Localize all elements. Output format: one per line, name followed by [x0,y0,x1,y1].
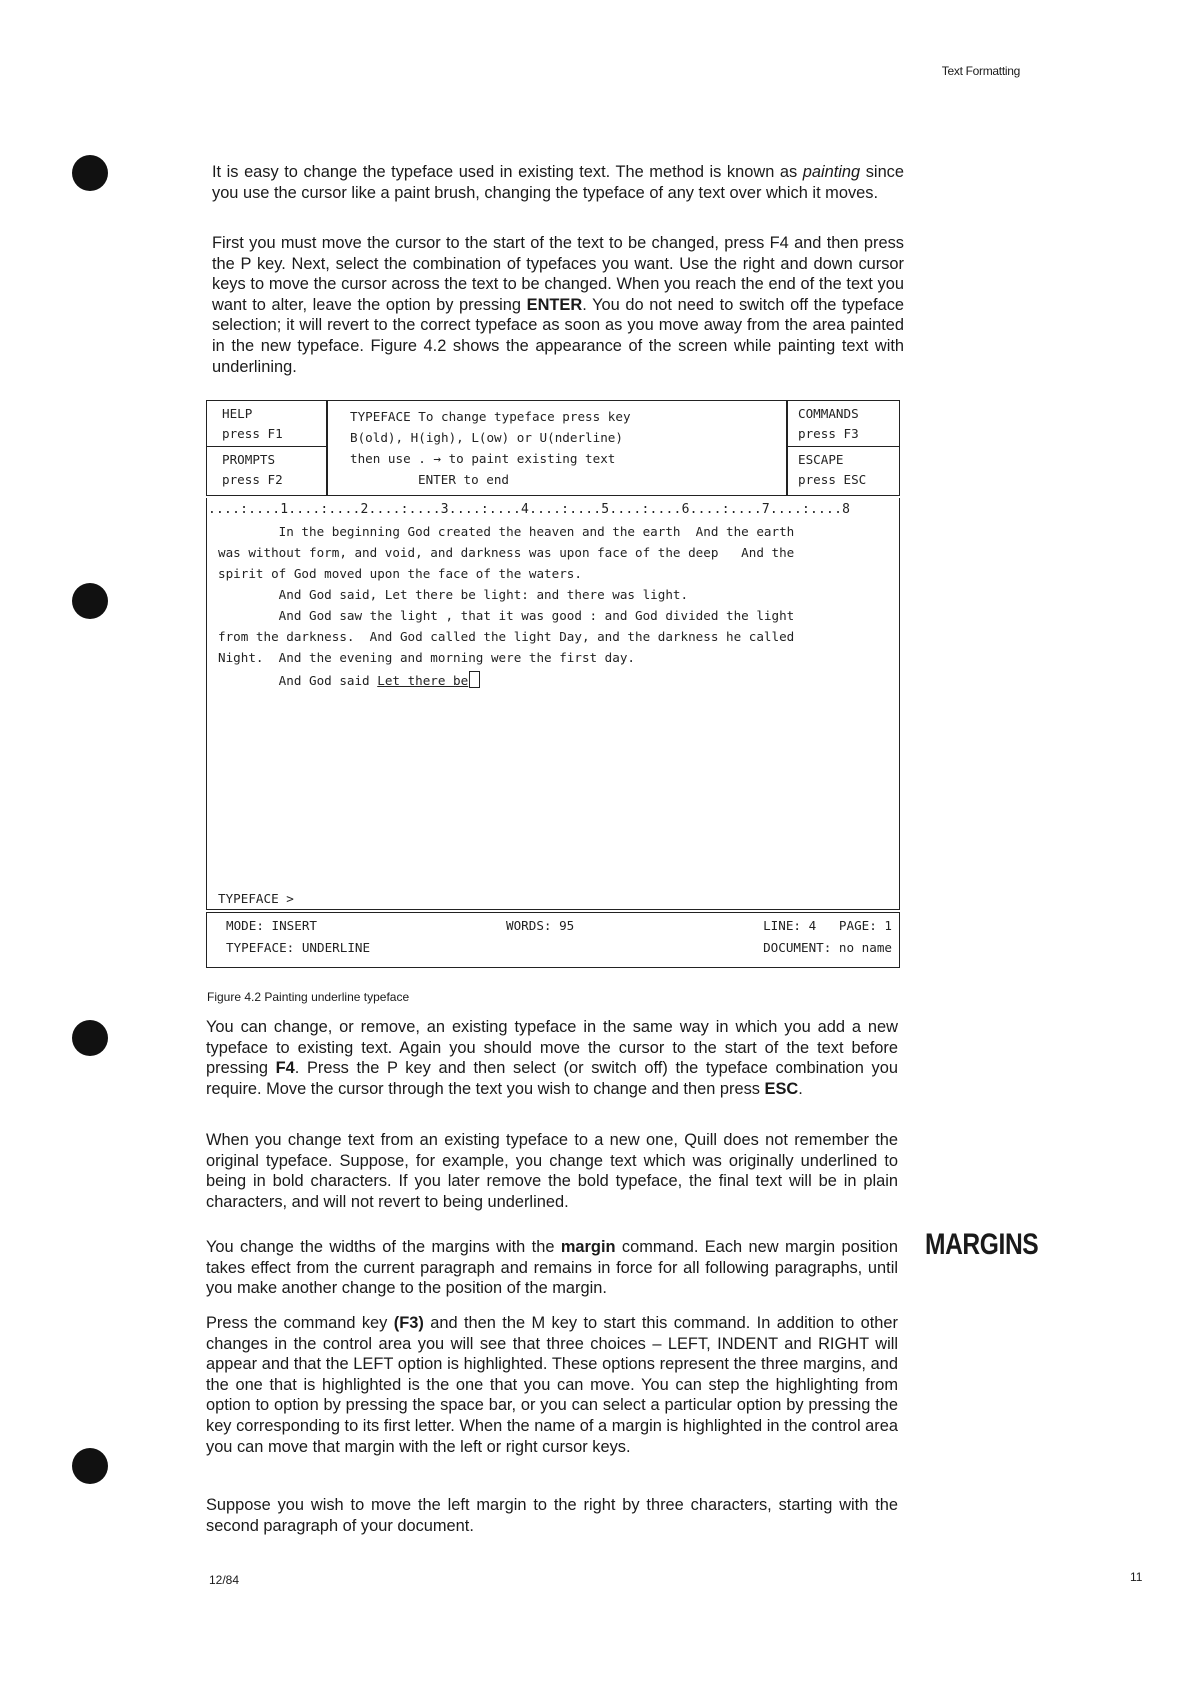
paragraph-typeface-memory: When you change text from an existing typeface to a new one, Quill does not remember the original typeface. Suppose, for example, you change text which was originally underlined to being in bold characters. If you later remove the bold typeface, the final text will be in plain characters, and will not revert to being underlined. [206,1131,898,1211]
typeface-prompt: TYPEFACE > [218,891,294,906]
status-typeface: TYPEFACE: UNDERLINE [226,940,371,955]
prompts-key: press F2 [222,472,283,487]
doc-line-1: In the beginning God created the heaven and the earth And the earth [218,524,795,539]
binder-hole-4 [72,1448,108,1484]
paragraph-margin-options: Press the command key (F3) and then the M key to start this command. In addition to other changes in the control area you will see that three choices – LEFT, INDENT and RIGHT will appear and that the LEFT option is highlighted. These options represent the three margins, and the one that is highlighted is the one that you can move. You can step the highlighting from option to option by pressing the space bar, or you can select a particular option by pressing the key corresponding to its first letter. When the name of a margin is highlighted in the control area you can move that margin with the left or right cursor keys. [206,1314,898,1456]
prompts-label: PROMPTS [222,452,276,467]
footer-page-number: 11 [1130,1570,1143,1584]
doc-line-8 [218,671,480,688]
typeface-help-line-2: B(old), H(igh), L(ow) or U(nderline) [350,430,623,445]
escape-label: ESCAPE [798,452,844,467]
doc-line-8-text: And God said [218,673,378,688]
doc-line-7: Night. And the evening and morning were the first day. [218,650,636,665]
status-mode: MODE: INSERT [226,918,317,933]
ruler: ....:....1....:....2....:....3....:....4....:....5....:....6....:....7....:....8 [208,502,851,517]
text-cursor [469,671,480,688]
figure-caption: Figure 4.2 Painting underline typeface [207,990,410,1004]
help-divider [206,446,327,447]
paragraph-margin-example: Suppose you wish to move the left margin to the right by three characters, starting with the second paragraph of your document. [206,1496,898,1535]
paragraph-painting-steps: First you must move the cursor to the start of the text to be changed, press F4 and then press the P key. Next, select the combination of typefaces you want. Use the right and down cursor keys to move the cursor across the text to be changed. When you reach the end of the text you want to alter, leave the option by pressing ENTER. You do not need to switch off the typeface selection; it will revert to the correct typeface as soon as you move away from the area painted in the new typeface. Figure 4.2 shows the appearance of the screen while painting text with underlining. [212,234,905,376]
paragraph-painting-intro: It is easy to change the typeface used in existing text. The method is known as painting since you use the cursor like a paint brush, changing the typeface of any text over which it moves. [212,163,904,202]
commands-label: COMMANDS [798,406,859,421]
status-document: DOCUMENT: no name [763,940,892,955]
escape-key: press ESC [798,472,867,487]
typeface-help-line-4: ENTER to end [418,472,509,487]
commands-divider [787,446,900,447]
underlined-painted-text: Let there be [377,673,469,688]
doc-line-4: And God said, Let there be light: and there was light. [218,587,689,602]
doc-line-2: was without form, and void, and darkness was upon face of the deep And the [218,545,795,560]
commands-key: press F3 [798,426,859,441]
doc-line-6: from the darkness. And God called the light Day, and the darkness he called [218,629,795,644]
help-label: HELP [222,406,253,421]
footer-date: 12/84 [209,1573,240,1587]
binder-hole-3 [72,1020,108,1056]
status-line-page: LINE: 4 PAGE: 1 [763,918,892,933]
paragraph-margin-command: You change the widths of the margins with the margin command. Each new margin position takes effect from the current paragraph and remains in force for all following paragraphs, until you make another change to the position of the margin. [206,1238,898,1298]
help-key: press F1 [222,426,283,441]
typeface-help-line-1: TYPEFACE To change typeface press key [350,409,631,424]
paragraph-change-typeface: You can change, or remove, an existing typeface in the same way in which you add a new typeface to existing text. Again you should move the cursor to the start of the text before pressing F4. Press the P key and then select (or switch off) the typeface combination you require. Move the cursor through the text you wish to change and then press ESC. [206,1018,898,1098]
doc-line-5: And God saw the light , that it was good : and God divided the light [218,608,795,623]
binder-hole-1 [72,155,108,191]
running-header: Text Formatting [941,64,1020,78]
status-words: WORDS: 95 [506,918,575,933]
doc-line-3: spirit of God moved upon the face of the waters. [218,566,582,581]
quill-screen-figure [206,400,900,968]
margins-heading: MARGINS [925,1228,1039,1261]
binder-hole-2 [72,583,108,619]
typeface-help-line-3: then use . → to paint existing text [350,451,616,466]
